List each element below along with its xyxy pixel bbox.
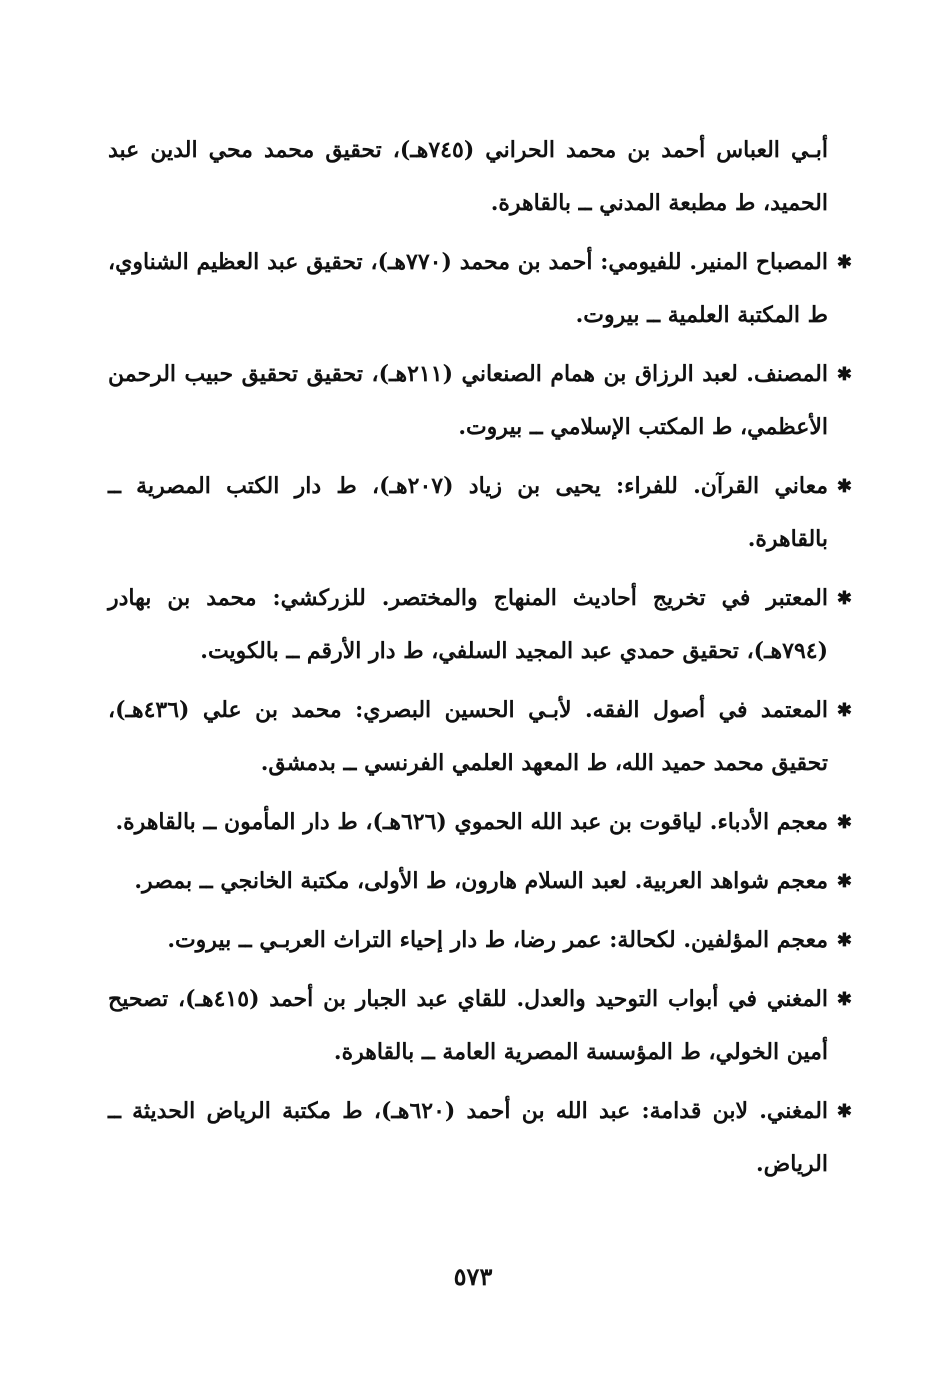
asterisk-bullet-icon: ✱ — [836, 700, 852, 721]
bibliography-entry — [108, 684, 852, 790]
bibliography-entry — [108, 973, 852, 1079]
bibliography-entry — [108, 348, 852, 454]
asterisk-bullet-icon: ✱ — [836, 588, 852, 609]
bibliography-entry — [108, 914, 852, 967]
entry-text: معجم المؤلفين. لكحالة: عمر رضا، ط دار إحياء التراث العربـي ــ بيروت. — [167, 927, 828, 953]
bibliography-entry — [108, 796, 852, 849]
asterisk-bullet-icon: ✱ — [836, 871, 852, 892]
bibliography-entry — [108, 572, 852, 678]
entry-text: المعتبر في تخريج أحاديث المنهاج والمختصر. للزركشي: محمد بن بهادر (٧٩٤هـ)، تحقيق حمدي عبد المجيد السلفي، ط دار الأرقم ــ بالكويت. — [108, 585, 828, 664]
entry-text: معجم شواهد العربية. لعبد السلام هارون، ط الأولى، مكتبة الخانجي ــ بمصر. — [134, 868, 828, 894]
bibliography-entry — [108, 1085, 852, 1191]
continuation-text: أبـي العباس أحمد بن محمد الحراني (٧٤٥هـ)، تحقيق محمد محي الدين عبد الحميد، ط مطبعة المدني ــ بالقاهرة. — [108, 137, 828, 216]
entry-text: المصنف. لعبد الرزاق بن همام الصنعاني (٢١١هـ)، تحقيق تحقيق حبيب الرحمن الأعظمي، ط المكتب الإسلامي ــ بيروت. — [108, 361, 828, 440]
entry-text: معجم الأدباء. لياقوت بن عبد الله الحموي (٦٢٦هـ)، ط دار المأمون ــ بالقاهرة. — [115, 809, 828, 835]
entry-text: المغني في أبواب التوحيد والعدل. للقاي عبد الجبار بن أحمد (٤١٥هـ)، تصحيح أمين الخولي، ط المؤسسة المصرية العامة ــ بالقاهرة. — [108, 986, 828, 1065]
bibliography-entry — [108, 236, 852, 342]
entry-text: معاني القرآن. للفراء: يحيى بن زياد (٢٠٧هـ)، ط دار الكتب المصرية ــ بالقاهرة. — [108, 473, 829, 552]
page-number: ٥٧٣ — [453, 1262, 493, 1291]
asterisk-bullet-icon: ✱ — [836, 476, 852, 497]
entry-text: المغني. لابن قدامة: عبد الله بن أحمد (٦٢٠هـ)، ط مكتبة الرياض الحديثة ــ الرياض. — [108, 1098, 829, 1177]
asterisk-bullet-icon: ✱ — [836, 989, 852, 1010]
asterisk-bullet-icon: ✱ — [836, 364, 852, 385]
entry-text: المعتمد في أصول الفقه. لأبـي الحسين البصري: محمد بن علي (٤٣٦هـ)، تحقيق محمد حميد الله، ط المعهد العلمي الفرنسي ــ بدمشق. — [108, 697, 828, 776]
bibliography-entry — [108, 855, 852, 908]
bibliography-entry — [108, 460, 852, 566]
asterisk-bullet-icon: ✱ — [836, 930, 852, 951]
entry-text: المصباح المنير. للفيومي: أحمد بن محمد (٧٧٠هـ)، تحقيق عبد العظيم الشناوي، ط المكتبة العلمية ــ بيروت. — [108, 249, 829, 328]
asterisk-bullet-icon: ✱ — [836, 252, 852, 273]
asterisk-bullet-icon: ✱ — [836, 812, 852, 833]
asterisk-bullet-icon: ✱ — [836, 1101, 852, 1122]
bibliography-body — [108, 124, 852, 1197]
